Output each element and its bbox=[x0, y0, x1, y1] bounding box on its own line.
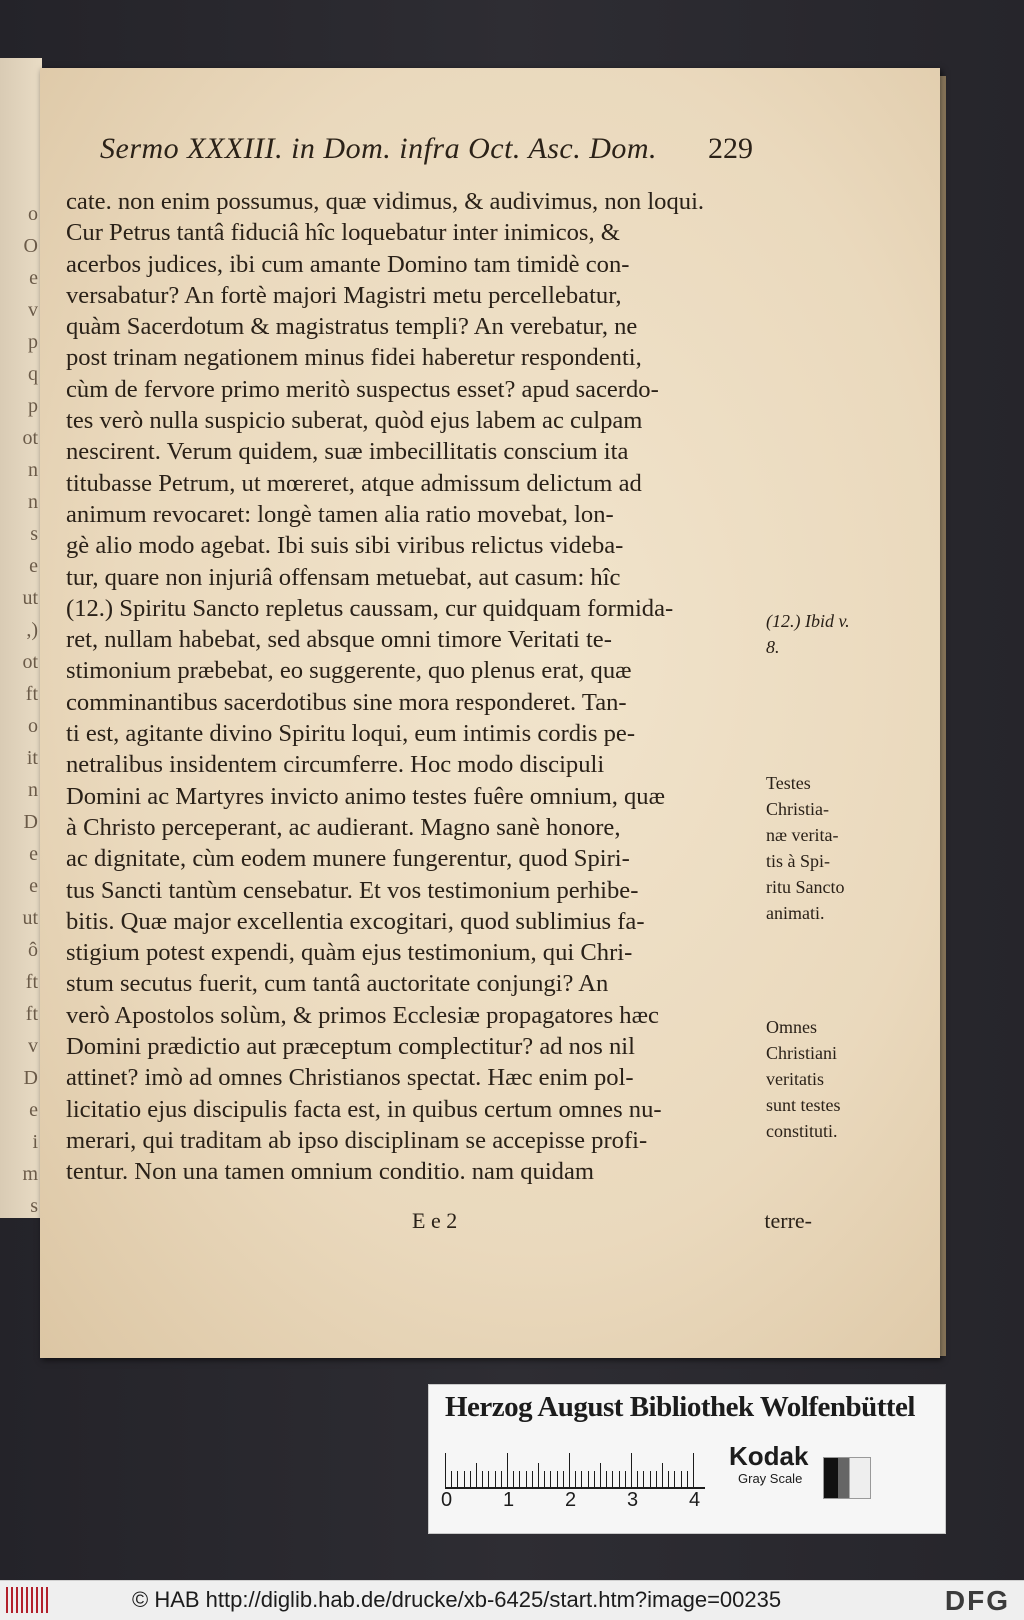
facing-page-letter: e bbox=[29, 267, 38, 289]
text-line: ac dignitate, cùm eodem munere fungerentur, quod Spiri- bbox=[66, 845, 630, 873]
facing-page-letter: m bbox=[22, 1163, 38, 1185]
facing-page-edge bbox=[0, 58, 42, 1218]
text-line: licitatio ejus discipulis facta est, in quibus certum omnes nu- bbox=[66, 1095, 662, 1123]
ruler-tick bbox=[588, 1471, 589, 1487]
ruler-tick bbox=[451, 1471, 452, 1487]
note-line: animati. bbox=[766, 903, 825, 923]
text-line: Domini ac Martyres invicto animo testes fuêre omnium, quæ bbox=[66, 782, 666, 810]
ruler-tick bbox=[668, 1471, 669, 1487]
facing-page-letter: e bbox=[29, 555, 38, 577]
note-line: (12.) Ibid v. bbox=[766, 611, 850, 631]
facing-page-letter: O bbox=[23, 235, 38, 257]
book-page bbox=[40, 68, 940, 1358]
facing-page-letter: ut bbox=[22, 587, 38, 609]
ruler-label: 4 bbox=[689, 1489, 701, 1511]
note-line: Omnes bbox=[766, 1017, 817, 1037]
gray-scale-patch bbox=[823, 1457, 871, 1499]
facing-page-letter: v bbox=[28, 299, 38, 321]
text-line: tes verò nulla suspicio suberat, quòd ejus labem ac culpam bbox=[66, 407, 643, 435]
text-line: stimonium præbebat, eo suggerente, quo plenus erat, quæ bbox=[66, 657, 632, 685]
facing-page-letter: D bbox=[23, 811, 38, 833]
ruler-tick bbox=[538, 1463, 539, 1487]
text-line: post trinam negationem minus fidei haberetur respondenti, bbox=[66, 344, 642, 372]
facing-page-letter: i bbox=[32, 1131, 38, 1153]
ruler-tick bbox=[488, 1471, 489, 1487]
margin-note-reference bbox=[766, 608, 926, 660]
ruler-tick bbox=[464, 1471, 465, 1487]
ruler-tick bbox=[519, 1471, 520, 1487]
ruler-tick bbox=[612, 1471, 613, 1487]
facing-page-letter: q bbox=[28, 363, 38, 385]
ruler-tick bbox=[619, 1471, 620, 1487]
ruler-tick bbox=[575, 1471, 576, 1487]
note-line: næ verita- bbox=[766, 825, 839, 845]
ruler-tick bbox=[594, 1471, 595, 1487]
ruler-tick bbox=[557, 1471, 558, 1487]
source-credit[interactable]: © HAB http://diglib.hab.de/drucke/xb-6425/start.htm?image=00235 bbox=[132, 1587, 782, 1612]
text-line: ti est, agitante divino Spiritu loqui, eum intimis cordis pe- bbox=[66, 720, 636, 748]
ruler-tick bbox=[513, 1471, 514, 1487]
facing-page-letter: ft bbox=[25, 971, 38, 993]
ruler-tick bbox=[693, 1453, 694, 1487]
barcode-icon bbox=[6, 1587, 48, 1613]
facing-page-letter: p bbox=[28, 395, 38, 417]
ruler-tick bbox=[625, 1471, 626, 1487]
ruler-labels bbox=[441, 1489, 721, 1517]
note-line: sunt testes bbox=[766, 1095, 841, 1115]
facing-page-letter: o bbox=[28, 715, 38, 737]
note-line: 8. bbox=[766, 637, 780, 657]
facing-page-letter: e bbox=[29, 1099, 38, 1121]
text-line: bitis. Quæ major excellentia excogitari, quod sublimius fa- bbox=[66, 907, 645, 935]
ruler-tick bbox=[550, 1471, 551, 1487]
facing-page-letter: o bbox=[28, 203, 38, 225]
text-line: acerbos judices, ibi cum amante Domino tam timidè con- bbox=[66, 250, 630, 278]
kodak-logo: Kodak bbox=[729, 1441, 809, 1471]
facing-page-letter: v bbox=[28, 1035, 38, 1057]
ruler-tick bbox=[482, 1471, 483, 1487]
facing-page-letter: n bbox=[28, 779, 38, 801]
ruler-tick bbox=[563, 1471, 564, 1487]
text-line: Domini prædictio aut præceptum complectitur? ad nos nil bbox=[66, 1033, 635, 1061]
ruler-tick bbox=[501, 1471, 502, 1487]
facing-page-letter: ,) bbox=[26, 619, 38, 641]
facing-page-letter: s bbox=[30, 523, 38, 545]
ruler-tick bbox=[650, 1471, 651, 1487]
facing-page-letter: it bbox=[26, 747, 38, 769]
footer-bar bbox=[0, 1580, 1024, 1620]
note-line: Testes bbox=[766, 773, 811, 793]
facing-page-letter: ut bbox=[22, 907, 38, 929]
gray-scale-label: Gray Scale bbox=[738, 1471, 803, 1486]
text-line: animum revocaret: longè tamen alia ratio movebat, lon- bbox=[66, 500, 614, 528]
facing-page-letter: ft bbox=[25, 1003, 38, 1025]
dfg-logo: DFG bbox=[944, 1585, 1010, 1616]
ruler-label: 2 bbox=[565, 1489, 577, 1511]
text-line: gè alio modo agebat. Ibi suis sibi viribus relictus videba- bbox=[66, 532, 624, 560]
text-line: à Christo perceperant, ac audierant. Magno sanè honore, bbox=[66, 813, 621, 841]
facing-page-letter: D bbox=[23, 1067, 38, 1089]
catchword: terre- bbox=[764, 1208, 812, 1233]
ruler-tick bbox=[681, 1471, 682, 1487]
text-line: Cur Petrus tantâ fiduciâ hîc loquebatur inter inimicos, & bbox=[66, 219, 620, 247]
text-line: stum secutus fuerit, cum tantâ auctoritate conjungi? An bbox=[66, 970, 609, 998]
facing-page-letter: ot bbox=[22, 427, 38, 449]
text-line: stigium potest expendi, quàm ejus testimonium, qui Chri- bbox=[66, 939, 633, 967]
text-line: tur, quare non injuriâ offensam metuebat, aut casum: hîc bbox=[66, 563, 621, 591]
text-line: cate. non enim possumus, quæ vidimus, & audivimus, non loqui. bbox=[66, 188, 705, 215]
scale-ruler bbox=[445, 1447, 705, 1489]
ruler-tick bbox=[476, 1463, 477, 1487]
margin-note-omnes bbox=[766, 1014, 926, 1144]
ruler-tick bbox=[569, 1453, 570, 1487]
facing-page-letters bbox=[16, 198, 38, 1222]
page-number: 229 bbox=[708, 132, 753, 165]
note-line: veritatis bbox=[766, 1069, 824, 1089]
ruler-tick bbox=[445, 1453, 446, 1487]
ruler-tick bbox=[457, 1471, 458, 1487]
facing-page-letter: e bbox=[29, 843, 38, 865]
ruler-tick bbox=[470, 1471, 471, 1487]
facing-page-letter: e bbox=[29, 875, 38, 897]
text-line: cùm de fervore primo meritò suspectus esset? apud sacerdo- bbox=[66, 375, 659, 403]
library-color-card bbox=[428, 1384, 946, 1534]
ruler-tick bbox=[507, 1453, 508, 1487]
ruler-tick bbox=[656, 1471, 657, 1487]
ruler-tick bbox=[544, 1471, 545, 1487]
text-line: nescirent. Verum quidem, suæ imbecillitatis conscium ita bbox=[66, 438, 629, 466]
text-line: netralibus insidentem circumferre. Hoc modo discipuli bbox=[66, 751, 605, 779]
signature-mark: E e 2 bbox=[412, 1208, 458, 1233]
text-line: comminantibus sacerdotibus sine mora responderet. Tan- bbox=[66, 688, 627, 716]
note-line: ritu Sancto bbox=[766, 877, 845, 897]
ruler-label: 1 bbox=[503, 1489, 515, 1511]
ruler-tick bbox=[662, 1463, 663, 1487]
page-foot bbox=[66, 1208, 812, 1240]
note-line: tis à Spi- bbox=[766, 851, 831, 871]
ruler-tick bbox=[687, 1471, 688, 1487]
ruler-tick bbox=[526, 1471, 527, 1487]
ruler-tick bbox=[637, 1471, 638, 1487]
ruler-tick bbox=[532, 1471, 533, 1487]
text-line: versabatur? An fortè majori Magistri metu percellebatur, bbox=[66, 281, 622, 309]
library-name: Herzog August Bibliothek Wolfenbüttel bbox=[445, 1391, 915, 1423]
ruler-tick bbox=[495, 1471, 496, 1487]
facing-page-letter: ô bbox=[28, 939, 38, 961]
facing-page-letter: s bbox=[30, 1195, 38, 1217]
running-head: Sermo XXXIII. in Dom. infra Oct. Asc. Dom. bbox=[100, 132, 658, 165]
text-line: attinet? imò ad omnes Christianos spectat. Hæc enim pol- bbox=[66, 1064, 634, 1092]
ruler-tick bbox=[581, 1471, 582, 1487]
text-line: tentur. Non una tamen omnium conditio. nam quidam bbox=[66, 1158, 594, 1186]
text-line: merari, qui traditam ab ipso disciplinam se accepisse profi- bbox=[66, 1126, 648, 1154]
text-line: tus Sancti tantùm censebatur. Et vos testimonium perhibe- bbox=[66, 876, 639, 904]
ruler-tick bbox=[631, 1453, 632, 1487]
ruler-tick bbox=[674, 1471, 675, 1487]
text-line: verò Apostolos solùm, & primos Ecclesiæ propagatores hæc bbox=[66, 1001, 659, 1029]
note-line: Christiani bbox=[766, 1043, 837, 1063]
note-line: constituti. bbox=[766, 1121, 838, 1141]
ruler-label: 0 bbox=[441, 1489, 453, 1511]
facing-page-letter: n bbox=[28, 491, 38, 513]
ruler-label: 3 bbox=[627, 1489, 639, 1511]
note-line: Christia- bbox=[766, 799, 829, 819]
text-line: ret, nullam habebat, sed absque omni timore Veritati te- bbox=[66, 626, 612, 654]
ruler-tick bbox=[606, 1471, 607, 1487]
facing-page-letter: p bbox=[28, 331, 38, 353]
body-text bbox=[66, 186, 812, 1188]
facing-page-letter: n bbox=[28, 459, 38, 481]
text-line: quàm Sacerdotum & magistratus templi? An verebatur, ne bbox=[66, 313, 638, 341]
text-line: titubasse Petrum, ut mœreret, atque admissum delictum ad bbox=[66, 469, 642, 497]
facing-page-letter: ft bbox=[25, 683, 38, 705]
facing-page-letter: ot bbox=[22, 651, 38, 673]
ruler-tick bbox=[643, 1471, 644, 1487]
text-line: (12.) Spiritu Sancto repletus caussam, cur quidquam formida- bbox=[66, 594, 674, 622]
margin-note-witnesses bbox=[766, 770, 926, 926]
ruler-tick bbox=[600, 1463, 601, 1487]
